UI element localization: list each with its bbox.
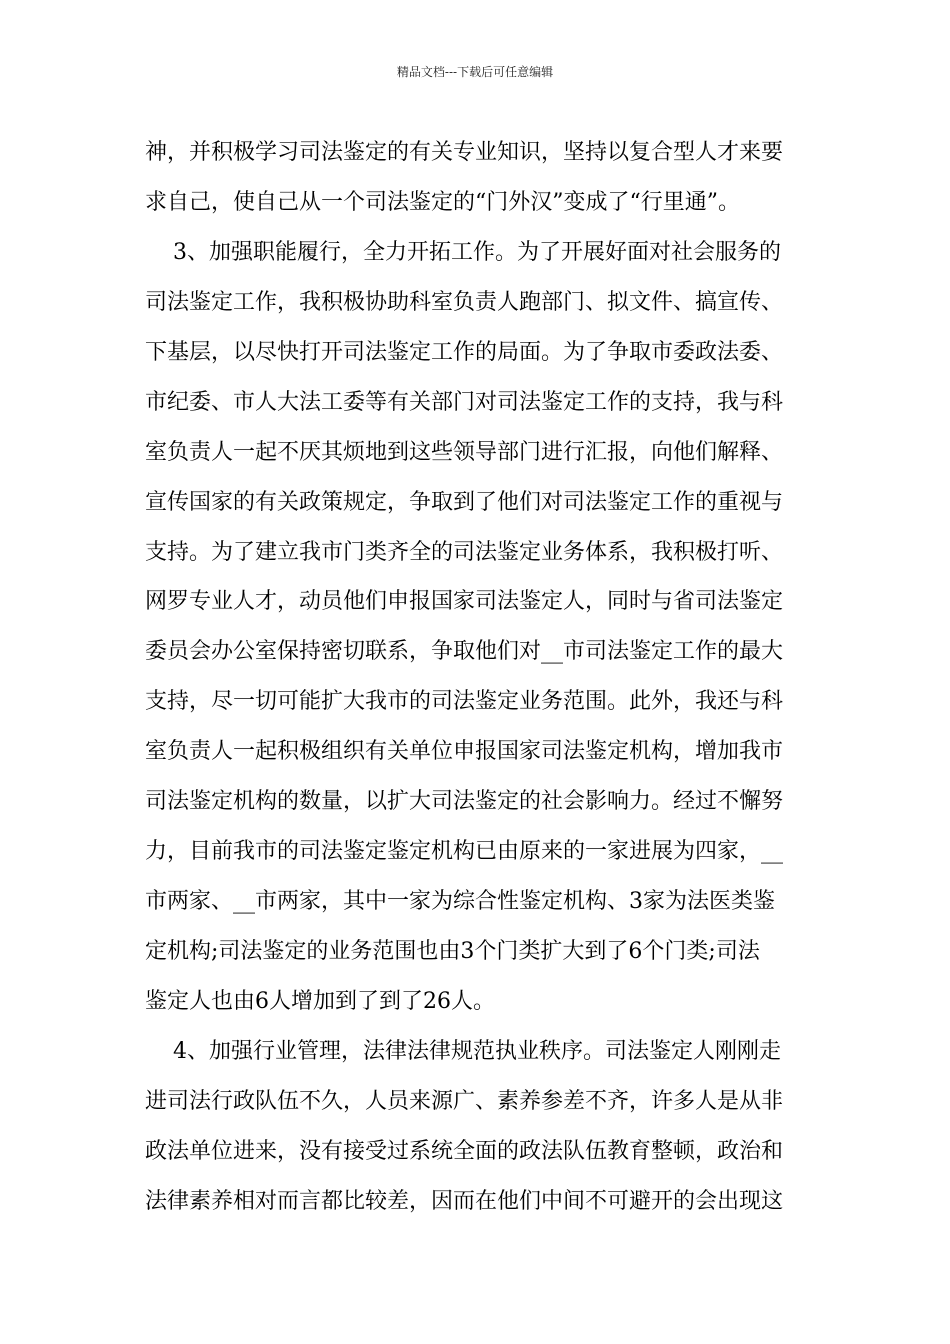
page-header: 精品文档---下载后可任意编辑 <box>396 65 554 79</box>
text-line: 市两家、__市两家，其中一家为综合性鉴定机构、3家为法医类鉴 <box>145 889 775 915</box>
text-line: 神，并积极学习司法鉴定的有关专业知识，坚持以复合型人才来要 <box>145 140 784 165</box>
text-line: 宣传国家的有关政策规定，争取到了他们对司法鉴定工作的重视与 <box>145 489 784 515</box>
paragraph-3 <box>145 1027 809 1227</box>
text-line: 市纪委、市人大法工委等有关部门对司法鉴定工作的支持，我与科 <box>145 389 784 415</box>
text-line: 下基层，以尽快打开司法鉴定工作的局面。为了争取市委政法委、 <box>145 339 784 365</box>
text-line: 支持，尽一切可能扩大我市的司法鉴定业务范围。此外，我还与科 <box>145 689 784 715</box>
text-line: 鉴定人也由6人增加到了到了26人。 <box>145 988 495 1014</box>
text-line: 4、加强行业管理，法律法律规范执业秩序。司法鉴定人刚刚走 <box>145 1038 781 1064</box>
text-line: 室负责人一起不厌其烦地到这些领导部门进行汇报，向他们解释、 <box>145 439 784 465</box>
text-line: 法律素养相对而言都比较差，因而在他们中间不可避开的会出现这 <box>145 1188 784 1214</box>
text-line: 网罗专业人才，动员他们申报国家司法鉴定人，同时与省司法鉴定 <box>145 589 784 615</box>
text-line: 进司法行政队伍不久，人员来源广、素养参差不齐，许多人是从非 <box>145 1088 784 1114</box>
text-line: 司法鉴定机构的数量，以扩大司法鉴定的社会影响力。经过不懈努 <box>145 789 784 815</box>
paragraph-1 <box>145 128 809 228</box>
text-line: 司法鉴定工作，我积极协助科室负责人跑部门、拟文件、搞宣传、 <box>145 289 784 315</box>
text-line: 委员会办公室保持密切联系，争取他们对__市司法鉴定工作的最大 <box>145 639 784 665</box>
paragraph-2 <box>145 228 809 1027</box>
text-line: 力，目前我市的司法鉴定鉴定机构已由原来的一家进展为四家，__ <box>145 839 784 865</box>
text-line: 求自己，使自己从一个司法鉴定的“门外汉”变成了“行里通”。 <box>145 189 740 215</box>
text-line: 定机构;司法鉴定的业务范围也由3个门类扩大到了6个门类;司法 <box>145 939 760 964</box>
text-line: 3、加强职能履行，全力开拓工作。为了开展好面对社会服务的 <box>145 239 781 265</box>
document-body <box>145 128 809 1227</box>
text-line: 支持。为了建立我市门类齐全的司法鉴定业务体系，我积极打听、 <box>145 539 784 565</box>
text-line: 政法单位进来，没有接受过系统全面的政法队伍教育整顿，政治和 <box>145 1138 784 1164</box>
text-line: 室负责人一起积极组织有关单位申报国家司法鉴定机构，增加我市 <box>145 739 784 765</box>
